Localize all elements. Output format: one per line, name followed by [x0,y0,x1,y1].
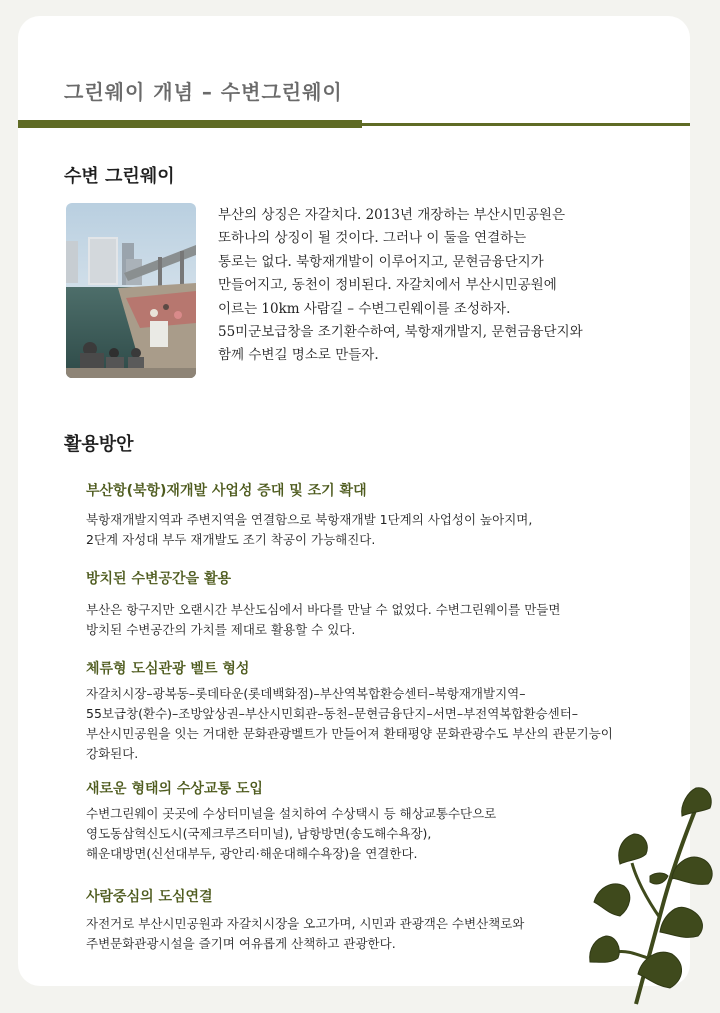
intro-paragraph [218,204,648,368]
usage-item-body [86,914,646,954]
body-line: 수변그린웨이 곳곳에 수상터미널을 설치하여 수상택시 등 해상교통수단으로 [86,806,497,821]
usage-item-heading: 새로운 형태의 수상교통 도입 [86,781,263,797]
usage-item [86,658,646,764]
intro-line: 함께 수변길 명소로 만들자. [218,347,379,364]
usage-item-heading: 방치된 수변공간을 활용 [86,571,231,587]
body-line: 55보급창(환수)–조방앞상권–부산시민회관–동천–문현금융단지–서면–부전역복합환승센터– [86,706,579,721]
usage-item [86,568,646,640]
body-line: 자전거로 부산시민공원과 자갈치시장을 오고가며, 시민과 관광객은 수변산책로와 [86,916,525,931]
intro-line: 또하나의 상징이 될 것이다. 그러나 이 둘을 연결하는 [218,230,527,247]
intro-line: 부산의 상징은 자갈치다. 2013년 개장하는 부산시민공원은 [218,207,566,223]
usage-item [86,480,646,550]
page-title: 그린웨이 개념 – 수변그린웨이 [64,80,343,104]
ivy-leaves-icon [576,768,720,1009]
usage-item-heading: 체류형 도심관광 벨트 형성 [86,661,250,677]
body-line: 주변문화관광시설을 즐기며 여유롭게 산책하고 관광한다. [86,936,396,951]
intro-line: 만들어지고, 동천이 정비된다. 자갈치에서 부산시민공원에 [218,277,557,294]
usage-item [86,886,646,954]
body-line: 해운대방면(신선대부두, 광안리·해운대해수욕장)을 연결한다. [86,846,418,861]
waterfront-photo [66,203,196,378]
intro-line: 이르는 10km 사람길 – 수변그린웨이를 조성하자. [218,300,511,317]
body-line: 방치된 수변공간의 가치를 제대로 활용할 수 있다. [86,622,356,637]
usage-item [86,778,646,864]
section-title-usage: 활용방안 [64,434,134,455]
body-line: 강화된다. [86,746,139,761]
header-rule-thick [18,120,362,128]
intro-line: 55미군보급창을 조기환수하여, 북항재개발지, 문현금융단지와 [218,324,583,341]
body-line: 영도동삼혁신도시(국제크루즈터미널), 남항방면(송도해수욕장), [86,826,432,841]
body-line: 자갈치시장–광복동–롯데타운(롯데백화점)–부산역복합환승센터–북항재개발지역– [86,686,526,701]
usage-item-body [86,804,646,864]
body-line: 부산은 항구지만 오랜시간 부산도심에서 바다를 만날 수 없었다. 수변그린웨이를 만들면 [86,602,561,617]
usage-item-body [86,684,646,764]
body-line: 북항재개발지역과 주변지역을 연결함으로 북항재개발 1단계의 사업성이 높아지며, [86,512,533,527]
usage-item-body [86,510,646,550]
usage-item-heading: 부산항(북항)재개발 사업성 증대 및 조기 확대 [86,483,367,499]
header-rule-thin [362,123,690,126]
body-line: 2단계 자성대 부두 재개발도 조기 착공이 가능해진다. [86,532,376,547]
usage-item-body [86,600,646,640]
section-title-waterfront: 수변 그린웨이 [64,166,175,187]
usage-item-heading: 사람중심의 도심연결 [86,889,213,905]
intro-line: 통로는 없다. 북항재개발이 이루어지고, 문현금융단지가 [218,253,544,270]
body-line: 부산시민공원을 잇는 거대한 문화관광벨트가 만들어져 환태평양 문화관광수도 부산의 관문기능이 [86,726,613,741]
